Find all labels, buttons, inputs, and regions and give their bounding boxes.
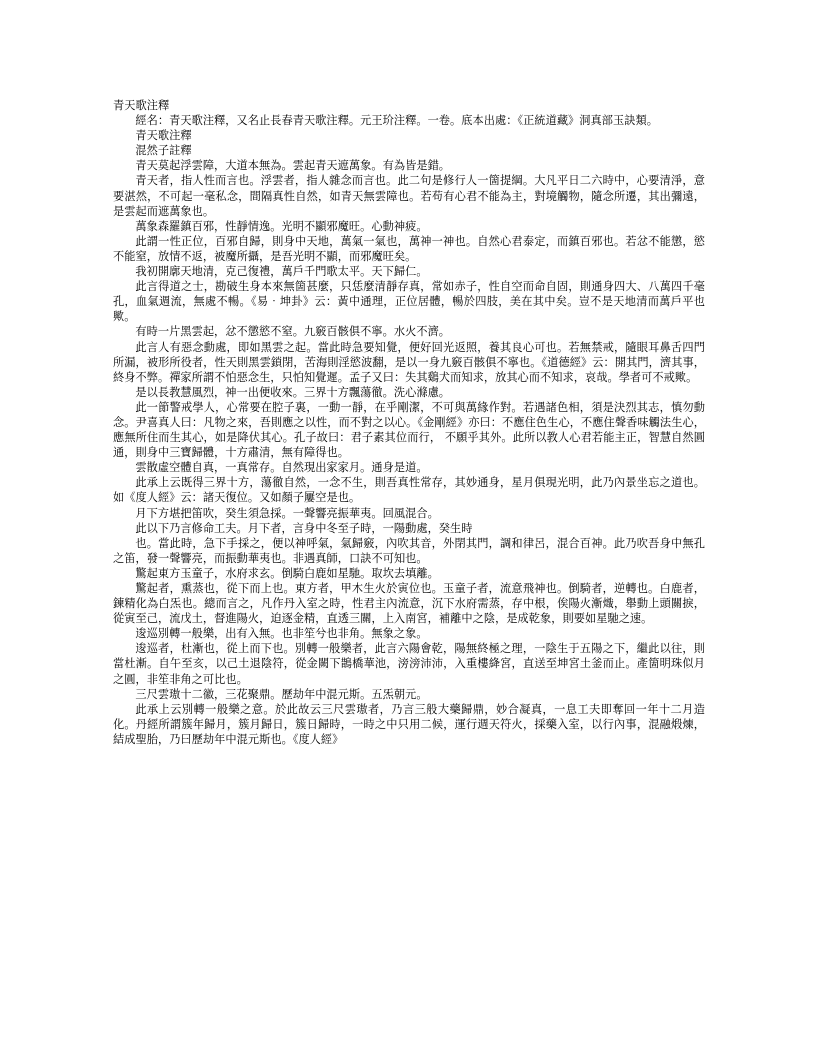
paragraph-verse-3: 我初開廓天地清，克己復禮，萬戶千門歌太平。天下歸仁。 [135,265,428,279]
paragraph-verse-1: 青天莫起浮雲障，大道本無為。雲起青天遮萬象。有為皆是錯。 [135,159,451,173]
paragraph-verse-2: 萬象森羅鎮百邪，性靜情逸。光明不顯邪魔旺。心動神疲。 [135,219,428,233]
paragraph-commentary-5: 此一節警戒學人，心常要在腔子裏，一動一靜，在乎剛潔，不可與萬緣作對。若遇諸色相，須是決烈其志，慎勿動念。尹喜真人曰：凡物之來，吾則應之以性，而不對之以心。《金剛經》亦曰：不應住色生心，不應住聲香味觸法生心，應無所住而生其心，如是降伏其心。孔子故曰：君子素其位而行， 不願乎其外。此所以教人心君若能主正，智慧自然圓通，則身中三寶歸體，十方肅清，無有障得也。 [113,400,705,460]
paragraph-commentary-7b: 也。當此時，急下手採之，便以神呼氣，氣歸竅，內吹其音，外閉其門，調和律呂，混合百神。此乃吹吾身中無孔之笛，發一聲響亮，而振動華夷也。非遇真師，口訣不可知也。 [113,536,705,565]
paragraph-verse-5: 是以長教慧風烈，神一出便收來。三界十方飄蕩徹。洗心滌慮。 [135,385,451,399]
paragraph-commentary-1: 青天者，指人性而言也。浮雲者，指人雜念而言也。此二句是修行人一箇提綱。大凡平日二六時中，心要清淨，意要湛然，不可起一毫私念，間隔真性自然，如青天無雲障也。若苟有心君不能為主，對境觸物，隨念所遷，其出彌遠，是雲起而遮萬象也。 [113,174,705,218]
document-title: 青天歌注釋 [113,99,170,112]
paragraph-verse-7: 月下方堪把笛吹，癸生須急採。一聲響亮振華夷。回風混合。 [135,506,439,520]
paragraph-commentary-3: 此言得道之士，勘破生身本來無箇甚麼，只恁麼清靜存真，常如赤子，性自空而命自固，則通身四大、八萬四千毫孔，血氣週流，無處不暢。《易‧坤卦》云：黃中通理，正位居體，暢於四肢，美在其中矣。豈不是天地清而萬戶平也歟。 [113,280,705,324]
paragraph-commentary-9: 逡巡者，杜漸也，從上而下也。別轉一般樂者，此言六陽會乾，陽無終極之理，一陰生于五陽之下，繼此以往，則當杜漸。自午至亥，以己土退陰符，從金闕下鵲橋華池，滂滂沛沛，入重樓絳宮，直送至坤宮土釜而止。產箇明珠似月之圓，非笙非角之可比也。 [113,642,705,686]
paragraph-verse-10: 三尺雲璈十二徽，三花聚鼎。歷劫年中混元斯。五炁朝元。 [135,687,428,701]
paragraph-work-title: 青天歌注釋 [135,129,192,143]
paragraph-commentary-6: 此承上云既得三界十方，蕩徹自然，一念不生，則吾真性常存，其妙通身，星月俱現光明，此乃內景坐忘之道也。如《度人經》云：諸天復位。又如顏子屢空是也。 [113,476,705,505]
document-text-body [113,98,705,747]
paragraph-commentary-10: 此承上云別轉一般樂之意。於此故云三尺雲璈者，乃言三般大藥歸鼎，妙合凝真，一息工夫即奪回一年十二月造化。丹經所謂簇年歸月，簇月歸日，簇日歸時，一時之中只用二候，運行週天符火，採藥入室，以行內事，混融煅煉，結成聖胎，乃曰歷劫年中混元斯也。《度人經》 [113,702,705,746]
paragraph-commentator: 混然子註釋 [135,144,192,158]
paragraph-verse-8: 驚起東方玉童子，水府求玄。倒騎白鹿如星馳。取坎去填離。 [135,566,439,580]
paragraph-commentary-8: 驚起者，熏蒸也，從下而上也。東方者，甲木生火於寅位也。玉童子者，流意飛神也。倒騎者，逆轉也。白鹿者，鍊精化為白炁也。總而言之，凡作丹入室之時，性君主內流意，沉下水府需蒸，存中根，俟陽火漸熾，舉動上頭關捩，從寅至己，流戊土，督進陽火，迫逐金精，直透三關，上入南宮，補離中之陰，是成乾象，則要如星馳之速。 [113,582,705,626]
paragraph-commentary-4: 此言人有惡念動處，即如黑雲之起。當此時急要知覺，便好回光返照，養其良心可也。若無禁戒，隨眼耳鼻舌四門所漏，被形所役者，性天則黑雲鎖閉，苦海則淫慾波翻，是以一身九竅百骸俱不寧也。《道德經》云：開其門，濟其事，終身不弊。禪家所謂不怕惡念生，只怕知覺遲。孟子又曰：失其鷄犬而知求，放其心而不知求，哀哉。學者可不戒歟。 [113,340,705,384]
paragraph-scripture-info: 經名：青天歌注釋，又名止長春青天歌注釋。元王玠注釋。一卷。底本出處：《正統道藏》洞真部玉訣類。 [135,114,658,128]
paragraph-verse-9: 逡巡別轉一般樂，出有入無。也非笙兮也非角。無象之象。 [135,627,428,641]
paragraph-verse-4: 有時一片黑雲起，忿不懲慾不窒。九竅百骸俱不寧。水火不濟。 [135,325,451,339]
paragraph-commentary-7a: 此以下乃言修命工夫。月下者，言身中冬至子時，一陽動處，癸生時 [135,521,473,535]
paragraph-verse-6: 雲散虛空體自真，一真常存。自然現出家家月。通身是道。 [135,461,428,475]
paragraph-commentary-2: 此謂一性正位，百邪自歸，則身中天地，萬氣一氣也，萬神一神也。自然心君泰定，而鎮百邪也。若忿不能懲，慾不能窒，放情不返，被魔所攝，是吾光明不顯，而邪魔旺矣。 [113,234,705,263]
